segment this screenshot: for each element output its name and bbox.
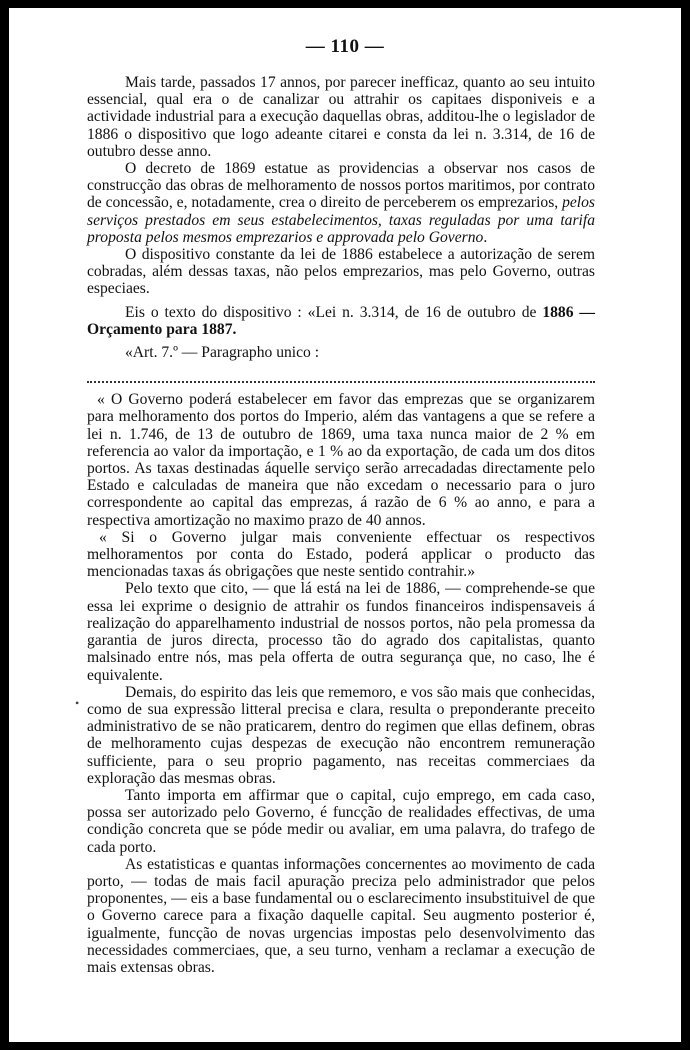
- page-number: — 110 —: [305, 36, 385, 57]
- paragraph-2: [87, 160, 595, 246]
- paragraph-4: [87, 304, 595, 338]
- paragraph-5: «Art. 7.º — Paragrapho unico :: [125, 344, 320, 362]
- paragraph-9: Demais, do espirito das leis que rememoro, e vos são mais que conhecidas, como de sua expressão litteral precisa e clara, resulta o preponderante preceito administrativo de se não praticarem, dentro do regimen que ellas definem, obras de melhoramento cujas despezas de execução não encontrem remuneração sufficiente, para o seu proprio pagamento, nas receitas commerciaes da exploração das mesmas obras.: [87, 683, 595, 787]
- dotted-separator: [87, 371, 595, 383]
- paragraph-3: O dispositivo constante da lei de 1886 estabelece a autorização de serem cobradas, além dessas taxas, não pelos emprezarios, mas pelo Governo, outras especiaes.: [87, 246, 595, 298]
- paragraph-4-bold: 1886 — Orçamento para 1887.: [87, 303, 596, 338]
- page-body: [87, 74, 595, 976]
- paragraph-1: Mais tarde, passados 17 annos, por parecer inefficaz, quanto ao seu intuito essencial, qual era o de canalizar ou attrahir os capitaes disponiveis e a actividade industrial para a execução daquellas obras, additou-lhe o legislador de 1886 o dispositivo que logo adeante citarei e consta da lei n. 3.314, de 16 de outubro desse anno.: [87, 74, 595, 160]
- paragraph-10: Tanto importa em affirmar que o capital, cujo emprego, em cada caso, possa ser autorizado pelo Governo, é funcção de realidades effectivas, de uma condição concreta que se póde medir ou avaliar, em uma palavra, do trafego de cada porto.: [87, 786, 595, 856]
- paragraph-2-text: O decreto de 1869 estatue as providencias a observar nos casos de construcção das obras de melhoramento de nossos portos maritimos, por contrato de concessão, e, notadamente, crea o direito de perceberem os emprezarios,: [87, 160, 595, 212]
- paragraph-2-italic: pelos serviços prestados em seus estabelecimentos, taxas reguladas por uma tarifa proposta pelos mesmos emprezarios e approvada pelo Governo: [87, 194, 595, 246]
- margin-mark: •: [75, 696, 80, 710]
- document-page: [9, 8, 681, 1042]
- paragraph-11: As estatisticas e quantas informações concernentes ao movimento de cada porto, — todas de mais facil apuração preciza pelo administrador que pelos proponentes, — eis a base fundamental ou o esclarecimento insubstituivel de que o Governo carece para a fixação daquelle capital. Seu augmento posterior é, igualmente, funcção de novas urgencias impostas pelo desenvolvimento das necessidades commerciaes, que, a seu turno, venham a reclamar a execução de mais extensas obras.: [87, 855, 595, 976]
- paragraph-2-end: .: [483, 228, 488, 246]
- paragraph-6: « O Governo poderá estabelecer em favor das emprezas que se organizarem para melhoramento dos portos do Imperio, além das vantagens a que se refere a lei n. 1.746, de 13 de outubro de 1869, uma taxa nunca maior de 2 % em referencia ao valor da importação, e 1 % ao da exportação, de cada um dos ditos portos. As taxas destinadas áquelle serviço serão arrecadadas directamente pelo Estado e calculadas de maneira que não excedam o necessario para o juro correspondente ao capital das emprezas, á razão de 6 % ao anno, e para a respectiva amortização no maximo prazo de 40 annos.: [87, 391, 595, 529]
- paragraph-7: « Si o Governo julgar mais conveniente effectuar os respectivos melhoramentos por conta do Estado, poderá applicar o producto das mencionadas taxas ás obrigações que neste sentido contrahir.»: [87, 528, 595, 581]
- paragraph-4-text: Eis o texto do dispositivo : «Lei n. 3.314, de 16 de outubro de: [125, 303, 543, 321]
- paragraph-8: Pelo texto que cito, — que lá está na lei de 1886, — comprehende-se que essa lei exprime o designio de attrahir os fundos financeiros indispensaveis á realização do apparelhamento industrial de nossos portos, não pela promessa da garantia de juros directa, processo tão do agrado dos capitalistas, quanto malsinado entre nós, mas pela offerta de outra segurança que, no caso, lhe é equivalente.: [87, 580, 595, 684]
